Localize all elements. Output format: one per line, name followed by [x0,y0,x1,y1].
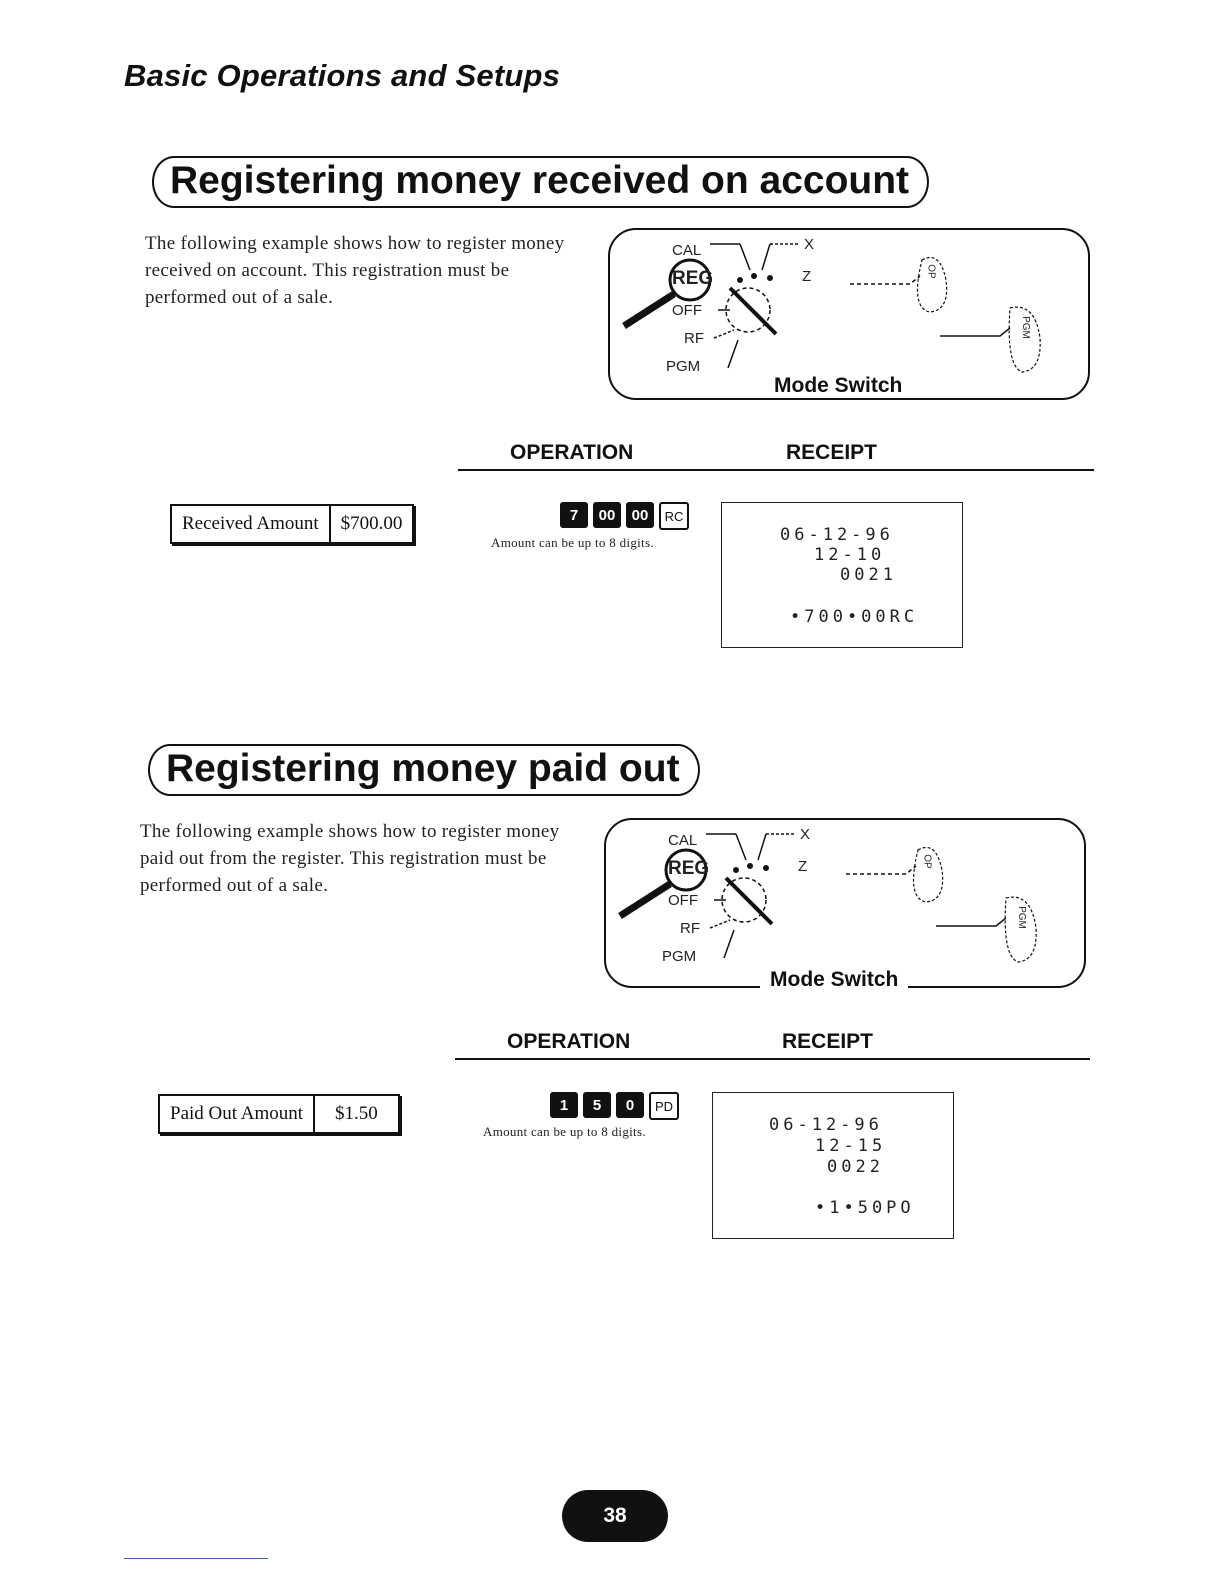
mode-position-x: X [804,236,815,253]
section-intro-received: The following example shows how to register money received on account. This registration must be performed out of a sale. [145,233,565,308]
operation-header-paid-out: OPERATION [507,1030,631,1053]
key-00: 00 [593,502,621,528]
key-0: 0 [616,1092,644,1118]
receipt-date: 06-12-96 [780,525,894,545]
section-intro-paid-out: The following example shows how to register money paid out from the register. This registration must be performed out of a sale. [140,821,560,896]
receipt-number: 0022 [827,1157,884,1177]
amount-value: $1.50 [313,1096,398,1132]
key-note-paid-out: Amount can be up to 8 digits. [483,1124,646,1139]
receipt-header-paid-out: RECEIPT [782,1030,874,1053]
amount-label: Paid Out Amount [170,1103,304,1124]
mode-position-cal: CAL [672,242,702,259]
header-rule-received [458,469,1094,471]
key-rc: RC [659,502,689,530]
mode-position-z: Z [798,858,808,875]
mode-position-rf: RF [680,920,700,937]
receipt-time: 12-10 [814,545,886,565]
receipt-paid-out [712,1092,954,1239]
receipt-amount: •1•50PO [815,1198,915,1218]
mode-position-cal: CAL [668,832,698,849]
mode-position-x: X [800,826,811,843]
op-key-label: OP [921,854,933,869]
key-00: 00 [626,502,654,528]
key-1: 1 [550,1092,578,1118]
mode-position-pgm: PGM [662,948,697,965]
receipt-time: 12-15 [815,1136,887,1156]
amount-label: Received Amount [182,513,319,534]
mode-position-off: OFF [668,892,698,909]
mode-switch-caption-paid-out: Mode Switch [760,968,908,992]
key-sequence-received [560,502,689,530]
section-title-received: Registering money received on account [152,156,929,208]
mode-position-rf: RF [684,330,704,347]
mode-position-pgm: PGM [666,358,701,375]
section-title-paid-out: Registering money paid out [148,744,700,796]
receipt-date: 06-12-96 [769,1115,883,1135]
mode-position-off: OFF [672,302,702,319]
mode-switch-caption-received: Mode Switch [764,374,912,398]
mode-switch-diagram-paid-out [604,818,1086,988]
key-5: 5 [583,1092,611,1118]
page-number: 38 [562,1490,668,1542]
mode-position-reg: REG [668,858,710,879]
footer-rule [124,1558,268,1559]
receipt-number: 0021 [840,565,897,585]
pgm-key-label: PGM [1019,316,1031,339]
receipt-received [721,502,963,648]
header-rule-paid-out [455,1058,1090,1060]
amount-table-received [170,504,414,544]
amount-value: $700.00 [329,506,413,542]
mode-position-z: Z [802,268,812,285]
pgm-key-label: PGM [1015,906,1027,929]
key-sequence-paid-out [550,1092,679,1120]
key-pd: PD [649,1092,679,1120]
receipt-header-received: RECEIPT [786,441,878,464]
op-key-label: OP [925,264,937,279]
receipt-amount: •700•00RC [790,607,919,627]
amount-table-paid-out [158,1094,400,1134]
operation-header-received: OPERATION [510,441,634,464]
page-header: Basic Operations and Setups [124,58,561,93]
mode-position-reg: REG [672,268,714,289]
key-7: 7 [560,502,588,528]
key-note-received: Amount can be up to 8 digits. [491,535,654,550]
